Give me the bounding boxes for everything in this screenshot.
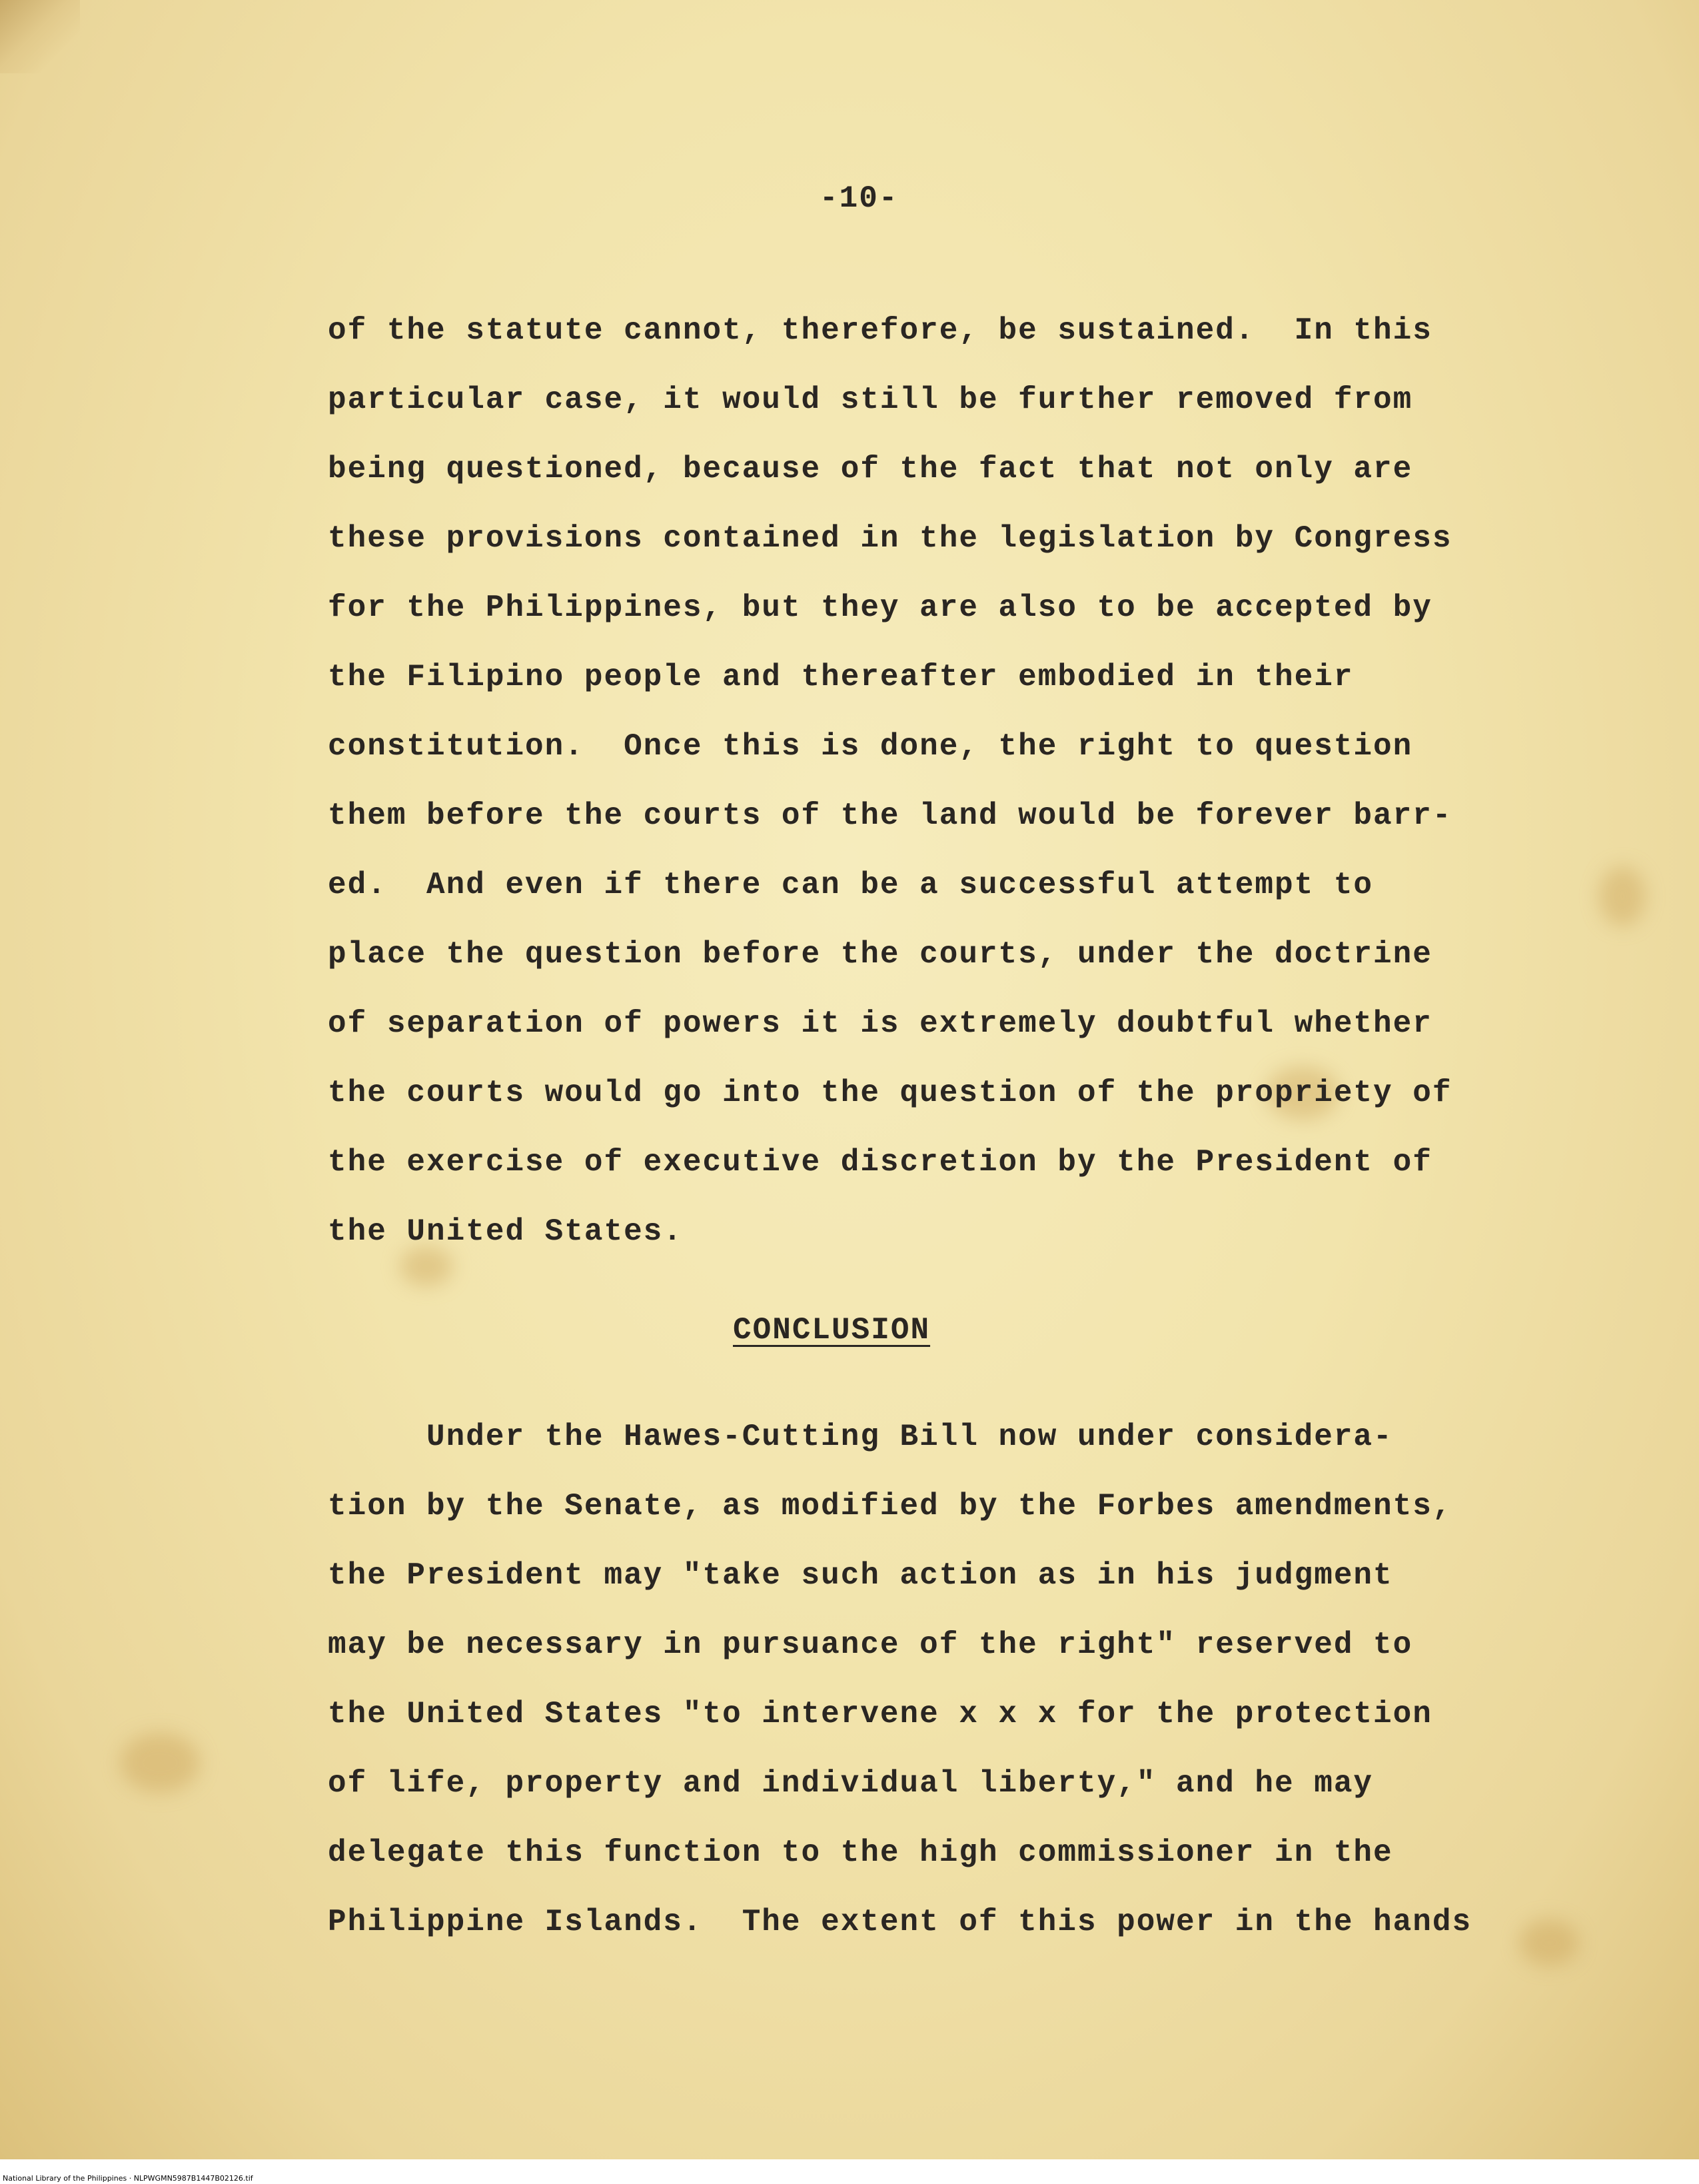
paragraph-2-line: of life, property and individual liberty," and he may	[328, 1766, 1374, 1801]
paper-stain	[1599, 866, 1646, 926]
paragraph-1-line: the United States.	[328, 1214, 683, 1249]
paragraph-2-line: the United States "to intervene x x x for the protection	[328, 1697, 1432, 1731]
scan-footer-strip	[0, 2159, 1699, 2184]
folded-corner	[0, 0, 80, 73]
page-number: -10-	[820, 181, 899, 216]
paper-stain	[1519, 1919, 1579, 1966]
paragraph-2-line: Philippine Islands. The extent of this power in the hands	[328, 1905, 1472, 1939]
paragraph-1-line: constitution. Once this is done, the right to question	[328, 729, 1413, 764]
paragraph-2-line: delegate this function to the high commissioner in the	[328, 1835, 1393, 1870]
paragraph-1-line: ed. And even if there can be a successful attempt to	[328, 868, 1374, 902]
paragraph-1-line: for the Philippines, but they are also to be accepted by	[328, 590, 1432, 625]
paragraph-1-line: the Filipino people and thereafter embodied in their	[328, 660, 1354, 694]
paragraph-1-line: being questioned, because of the fact that not only are	[328, 452, 1413, 487]
paragraph-1-line: them before the courts of the land would be forever barr-	[328, 798, 1452, 833]
paragraph-1-line: these provisions contained in the legislation by Congress	[328, 521, 1452, 556]
paragraph-2-line: may be necessary in pursuance of the right" reserved to	[328, 1628, 1413, 1662]
section-heading: CONCLUSION	[733, 1313, 931, 1348]
paragraph-2-line: tion by the Senate, as modified by the Forbes amendments,	[328, 1489, 1452, 1524]
paper-stain	[120, 1733, 200, 1793]
paper-stain	[400, 1246, 453, 1286]
paragraph-2-line: Under the Hawes-Cutting Bill now under considera-	[328, 1420, 1393, 1454]
paragraph-1-line: the courts would go into the question of the propriety of	[328, 1076, 1452, 1110]
paragraph-2-line: the President may "take such action as in his judgment	[328, 1558, 1393, 1593]
paragraph-1-line: particular case, it would still be further removed from	[328, 383, 1413, 417]
scan-footer-label: National Library of the Philippines · NLPWGMN5987B1447B02126.tif	[3, 2174, 253, 2183]
paragraph-1-line: place the question before the courts, under the doctrine	[328, 937, 1432, 972]
paragraph-1-line: the exercise of executive discretion by the President of	[328, 1145, 1432, 1180]
paragraph-1-line: of the statute cannot, therefore, be sustained. In this	[328, 313, 1432, 348]
paragraph-1-line: of separation of powers it is extremely doubtful whether	[328, 1006, 1432, 1041]
